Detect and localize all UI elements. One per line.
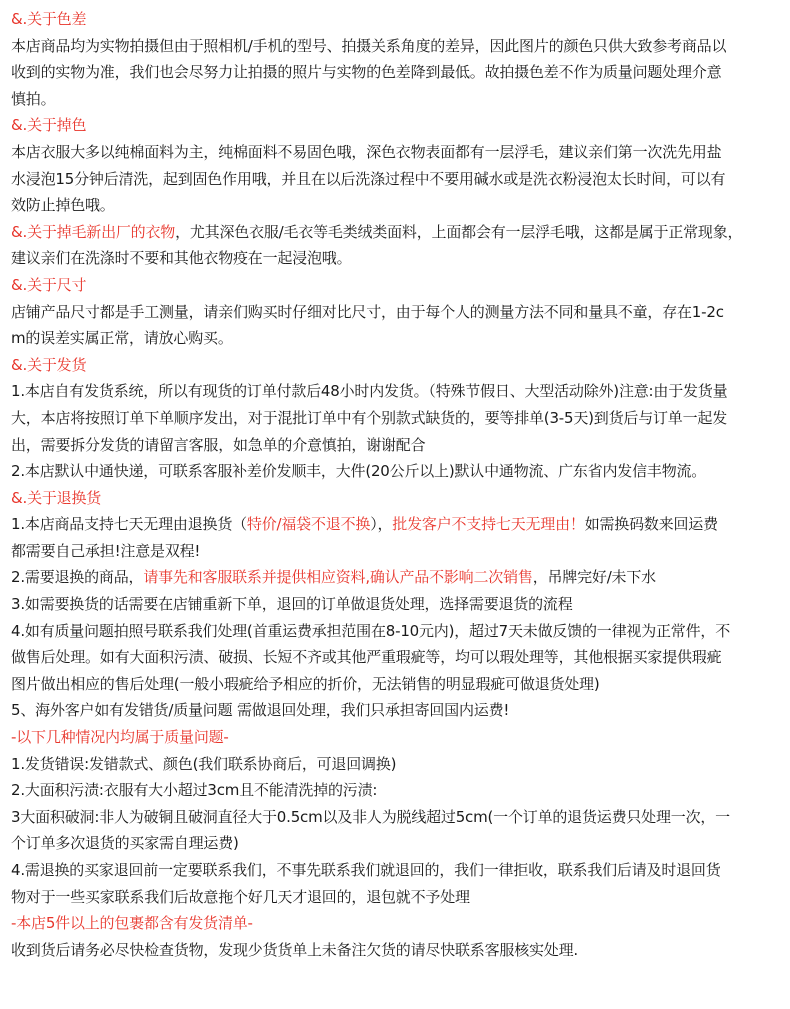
text-line: 3大面积破洞:非人为破铜且破洞直径大于0.5cm以及非人为脱线超过5cm(一个订单的退货运费只处理一次，一 — [11, 807, 730, 826]
text-line: 物对于一些买家联系我们后故意拖个好几天才退回的，退包就不予处理 — [11, 887, 470, 906]
text-line: 本店衣服大多以纯棉面料为主，纯棉面料不易固色哦，深色衣物表面都有一层浮毛，建议亲们第一次洗先用盐 — [11, 142, 722, 161]
text-span: 1.本店商品支持七天无理由退换货（ — [11, 515, 247, 534]
text-line: 收到的实物为准，我们也会尽努力让拍摄的照片与实物的色差降到最低。故拍摄色差不作为质量问题处理介意 — [11, 63, 722, 82]
highlight-text: 请事先和客服联系并提供相应资料,确认产品不影响二次销售 — [143, 568, 533, 587]
section-heading: &.关于退换货 — [11, 488, 102, 507]
text-line: m的误差实属正常，请放心购买。 — [11, 329, 233, 348]
text-line: 4.如有质量问题拍照号联系我们处理(首重运费承担范围在8-10元内)，超过7天未做反馈的一律视为正常件，不 — [11, 621, 731, 640]
text-line: 出，需要拆分发货的请留言客服，如急单的介意慎拍，谢谢配合 — [11, 435, 426, 454]
text-line: 水浸泡15分钟后清洗，起到固色作用哦，并且在以后洗涤过程中不要用碱水或是洗衣粉浸泡太长时间，可以有 — [11, 169, 726, 188]
text-line: 做售后处理。如有大面积污渍、破损、长短不齐或其他严重瑕疵等，均可以瑕处理等，其他根据买家提供瑕疵 — [11, 648, 722, 667]
text-line: 个订单多次退货的买家需自理运费) — [11, 834, 239, 853]
text-line — [11, 219, 780, 246]
text-span: ，尤其深色衣服/毛衣等毛类绒类面料，上面都会有一层浮毛哦，这都是属于正常现象， — [175, 222, 743, 241]
text-line: 本店商品均为实物拍摄但由于照相机/手机的型号、拍摄关系角度的差异，因此图片的颜色只供大致参考商品以 — [11, 36, 727, 55]
text-span: ，吊牌完好/未下水 — [532, 568, 656, 587]
text-line: 1.本店自有发货系统，所以有现货的订单付款后48小时内发货。（特殊节假日、大型活动除外)注意:由于发货量 — [11, 382, 728, 401]
text-span: 2.需要退换的商品， — [11, 568, 144, 587]
text-span: 如需换码数来回运费 — [584, 515, 718, 534]
text-line — [11, 511, 780, 538]
text-line: 都需要自己承担!注意是双程! — [11, 541, 201, 560]
text-line: 效防止掉色哦。 — [11, 196, 115, 215]
text-line: 建议亲们在洗涤时不要和其他衣物疫在一起浸泡哦。 — [11, 249, 352, 268]
section-heading: &.关于发货 — [11, 355, 87, 374]
text-line: 大，本店将按照订单下单顺序发出，对于混批订单中有个别款式缺货的，要等排单(3-5天)到货后与订单一起发 — [11, 408, 728, 427]
text-line: 5、海外客户如有发错货/质量问题 需做退回处理，我们只承担寄回国内运费! — [11, 701, 510, 720]
text-line: 收到货后请务必尽快检查货物，发现少货货单上未备注欠货的请尽快联系客服核实处理. — [11, 940, 578, 959]
text-span: ）， — [370, 515, 393, 534]
text-line: 店铺产品尺寸都是手工测量，请亲们购买时仔细对比尺寸，由于每个人的测量方法不同和量具不童，存在1-2c — [11, 302, 724, 321]
text-line: 1.发货错误:发错款式、颜色(我们联系协商后，可退回调换) — [11, 754, 397, 773]
text-line: 2.本店默认中通快递，可联系客服补差价发顺丰，大件(20公斤以上)默认中通物流、广东省内发信丰物流。 — [11, 462, 707, 481]
text-line: 4.需退换的买家退回前一定要联系我们，不事先联系我们就退回的，我们一律拒收，联系我们后请及时退回货 — [11, 861, 721, 879]
text-line: 2.大面积污渍:衣服有大小超过3cm且不能清洗掉的污渍: — [11, 781, 378, 800]
section-heading: &.关于掉色 — [11, 116, 87, 135]
text-line: 图片做出相应的售后处理(一般小瑕疵给予相应的折价，无法销售的明显瑕疵可做退货处理) — [11, 674, 600, 693]
section-heading: &.关于尺寸 — [11, 275, 87, 294]
section-heading: &.关于色差 — [11, 10, 87, 28]
section-heading: -以下几种情况内均属于质量问题- — [11, 728, 229, 747]
section-heading: -本店5件以上的包裹都含有发货清单- — [11, 914, 253, 933]
highlight-text: 批发客户不支持七天无理由！ — [392, 515, 585, 534]
highlight-text: &.关于掉毛新出厂的衣物 — [11, 222, 176, 241]
text-line: 慎拍。 — [11, 89, 56, 108]
text-line — [11, 564, 780, 591]
highlight-text: 特价/福袋不退不换 — [246, 515, 371, 534]
text-line: 3.如需要换货的话需要在店铺重新下单，退回的订单做退货处理，选择需要退货的流程 — [11, 595, 573, 614]
